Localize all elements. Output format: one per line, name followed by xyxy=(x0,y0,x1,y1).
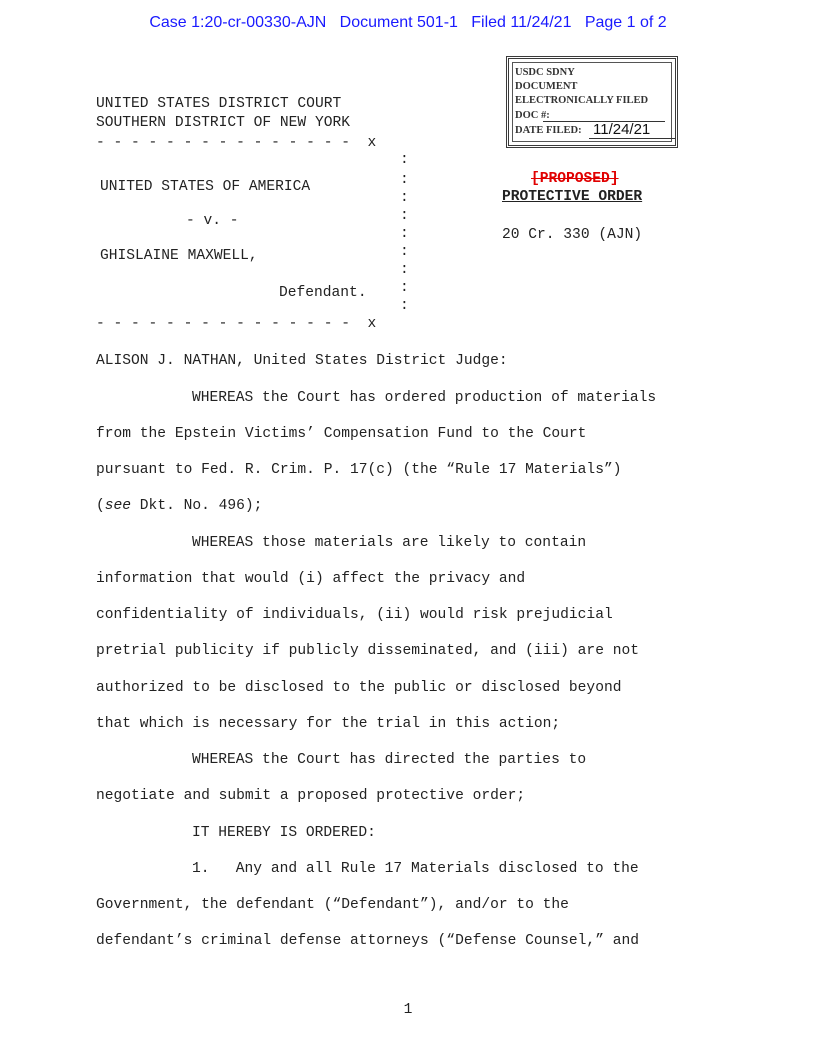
stamp-date-underline xyxy=(589,138,675,139)
party-role: Defendant. xyxy=(279,285,367,301)
versus: - v. - xyxy=(186,213,239,229)
paragraph-line: 1. Any and all Rule 17 Materials disclosed to the xyxy=(192,861,639,877)
caption-colon: : xyxy=(400,262,409,278)
filing-stamp xyxy=(506,56,678,148)
paragraph-line: WHEREAS those materials are likely to contain xyxy=(192,535,587,551)
paragraph-line: negotiate and submit a proposed protective order; xyxy=(96,788,526,804)
party-defendant: GHISLAINE MAXWELL, xyxy=(100,248,258,264)
court-name-line1: UNITED STATES DISTRICT COURT xyxy=(96,96,342,112)
paragraph-line: pursuant to Fed. R. Crim. P. 17(c) (the “Rule 17 Materials”) xyxy=(96,462,622,478)
see-italic: see xyxy=(104,498,132,514)
caption-dash-top: - - - - - - - - - - - - - - - x xyxy=(96,135,377,151)
proposed-strikethrough: [PROPOSED] xyxy=(531,171,619,187)
paragraph-line: that which is necessary for the trial in this action; xyxy=(96,716,561,732)
stamp-line-document: DOCUMENT xyxy=(515,81,578,92)
caption-colon: : xyxy=(400,280,409,296)
paragraph-line: WHEREAS the Court has directed the parties to xyxy=(192,752,587,768)
caption-colon: : xyxy=(400,172,409,188)
paragraph-line: (see Dkt. No. 496); xyxy=(96,498,263,514)
paragraph-line: WHEREAS the Court has ordered production of materials xyxy=(192,390,657,406)
caption-colon: : xyxy=(400,298,409,314)
stamp-line-doc-number: DOC #: xyxy=(515,110,550,121)
judge-line: ALISON J. NATHAN, United States District Judge: xyxy=(96,353,508,369)
caption-colon: : xyxy=(400,226,409,242)
paragraph-line: confidentiality of individuals, (ii) would risk prejudicial xyxy=(96,607,613,623)
docket-reference: Dkt. No. 496); xyxy=(131,498,263,514)
court-name-line2: SOUTHERN DISTRICT OF NEW YORK xyxy=(96,115,350,131)
paragraph-line: pretrial publicity if publicly disseminated, and (iii) are not xyxy=(96,643,639,659)
docket-number: 20 Cr. 330 (AJN) xyxy=(502,227,643,243)
paragraph-line: Government, the defendant (“Defendant”), and/or to the xyxy=(96,897,569,913)
caption-colon: : xyxy=(400,190,409,206)
stamp-line-date-filed: DATE FILED: xyxy=(515,125,582,136)
stamp-line-usdc: USDC SDNY xyxy=(515,67,575,78)
caption-colon: : xyxy=(400,152,409,168)
case-header: Case 1:20-cr-00330-AJN Document 501-1 Filed 11/24/21 Page 1 of 2 xyxy=(149,14,667,31)
stamp-line-electronically-filed: ELECTRONICALLY FILED xyxy=(515,95,649,106)
paragraph-line: from the Epstein Victims’ Compensation Fund to the Court xyxy=(96,426,587,442)
page-number: 1 xyxy=(403,1002,413,1018)
stamp-date-value: 11/24/21 xyxy=(593,121,651,138)
party-plaintiff: UNITED STATES OF AMERICA xyxy=(100,179,311,195)
caption-colon: : xyxy=(400,208,409,224)
paragraph-line: information that would (i) affect the privacy and xyxy=(96,571,526,587)
paragraph-line: defendant’s criminal defense attorneys (“Defense Counsel,” and xyxy=(96,933,639,949)
ordered-heading: IT HEREBY IS ORDERED: xyxy=(192,825,376,841)
caption-dash-bottom: - - - - - - - - - - - - - - - x xyxy=(96,316,377,332)
order-title: PROTECTIVE ORDER xyxy=(502,189,643,205)
paragraph-line: authorized to be disclosed to the public or disclosed beyond xyxy=(96,680,622,696)
caption-colon: : xyxy=(400,244,409,260)
